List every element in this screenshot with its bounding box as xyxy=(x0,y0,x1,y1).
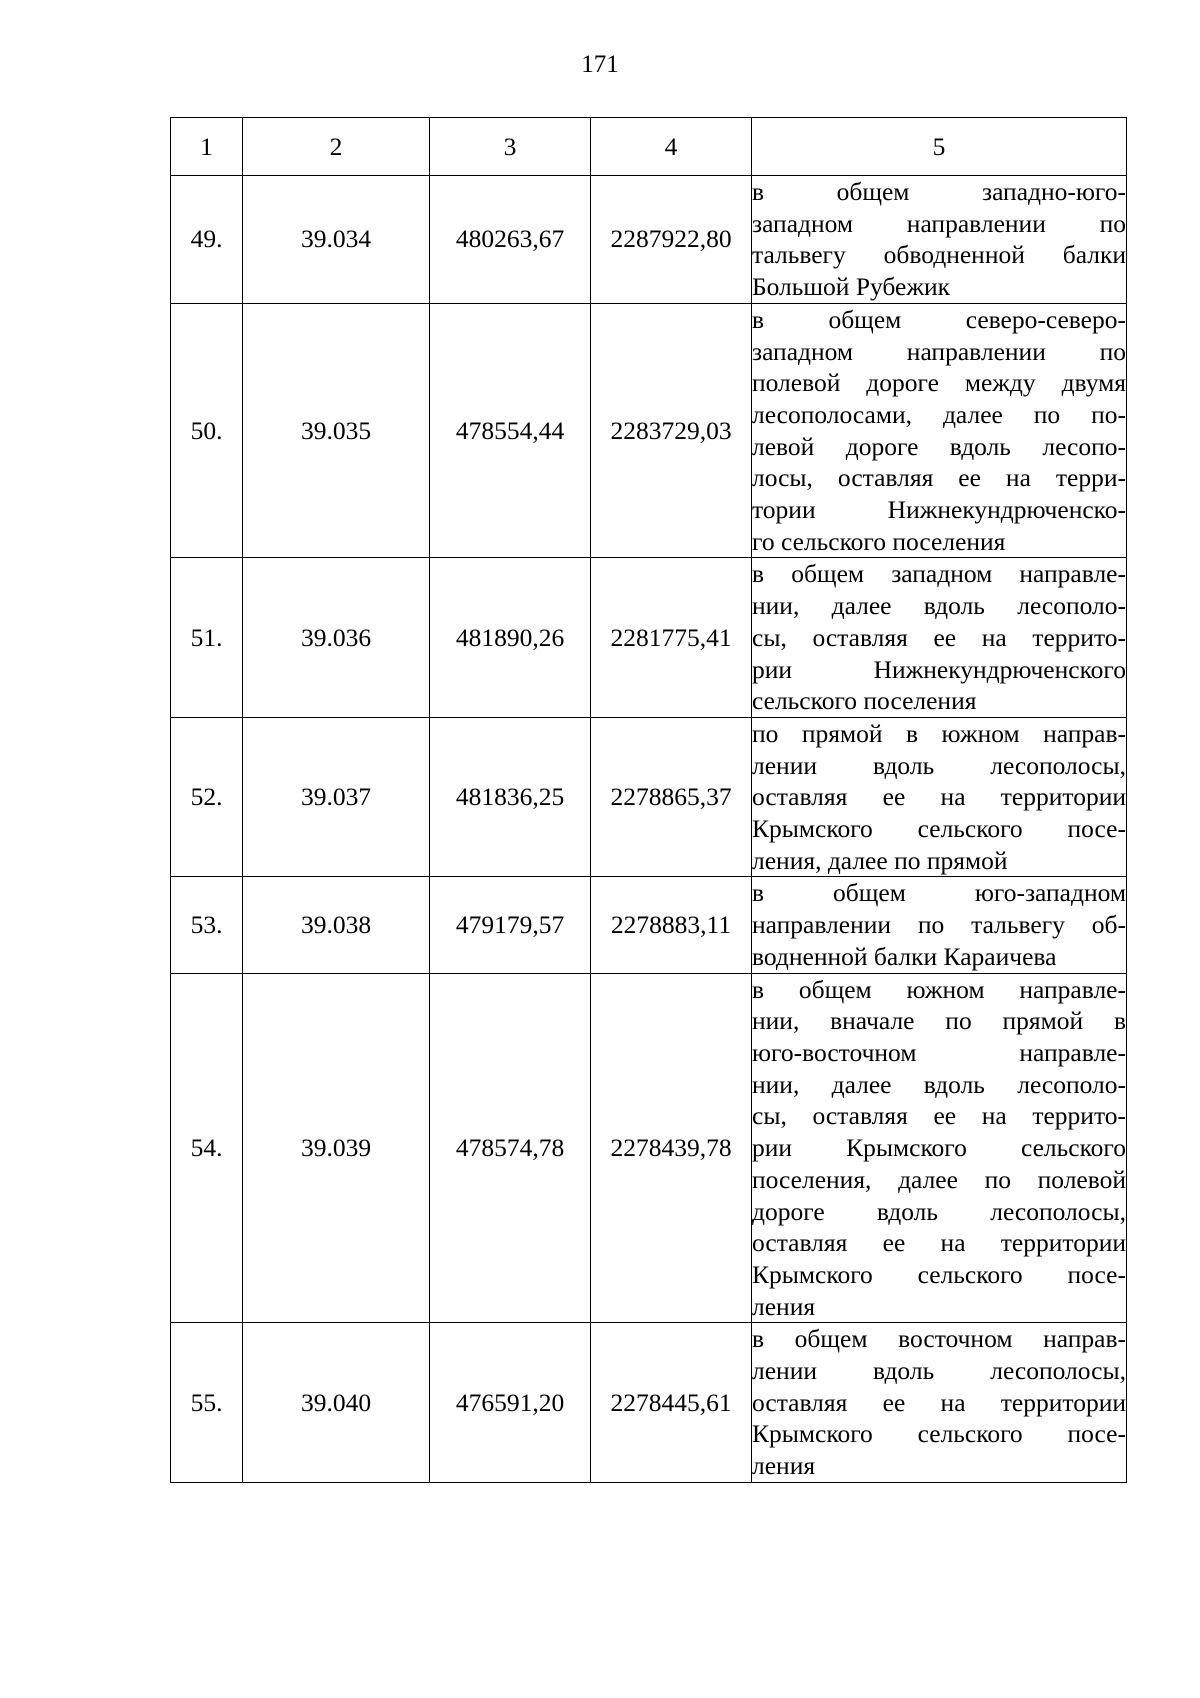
table-row xyxy=(171,717,1127,877)
point-id: 39.034 xyxy=(243,176,430,304)
description-line: рии Крымского сельского xyxy=(752,1133,1126,1163)
description-line: сы, оставляя ее на террито- xyxy=(752,1101,1126,1131)
boundary-description xyxy=(752,176,1127,304)
point-id: 39.036 xyxy=(243,558,430,718)
description-line: тории Нижнекундрюченско- xyxy=(752,495,1126,525)
page-number: 171 xyxy=(581,51,619,78)
column-header-1: 1 xyxy=(171,118,243,176)
point-id: 39.039 xyxy=(243,973,430,1323)
row-number: 52. xyxy=(171,717,243,877)
column-header-4: 4 xyxy=(591,118,752,176)
description-line: ления xyxy=(752,1291,816,1321)
description-line: Крымского сельского посе- xyxy=(752,1259,1126,1289)
description-line: сельского поселения xyxy=(752,686,977,716)
table-row xyxy=(171,973,1127,1323)
description-line: западном направлении по xyxy=(752,336,1126,366)
description-line: оставляя ее на территории xyxy=(752,782,1126,812)
boundary-points-table xyxy=(170,117,1127,1483)
table-row xyxy=(171,176,1127,304)
description-line: в общем западном направле- xyxy=(752,559,1126,589)
table-row xyxy=(171,877,1127,973)
description-line: дороге вдоль лесополосы, xyxy=(752,1196,1126,1226)
column-header-5: 5 xyxy=(752,118,1127,176)
description-line: лосы, оставляя ее на терри- xyxy=(752,463,1126,493)
description-line: западном направлении по xyxy=(752,208,1126,238)
description-line: сы, оставляя ее на террито- xyxy=(752,622,1126,652)
x-coordinate: 481836,25 xyxy=(430,717,591,877)
row-number: 49. xyxy=(171,176,243,304)
row-number: 50. xyxy=(171,303,243,558)
x-coordinate: 479179,57 xyxy=(430,877,591,973)
column-header-3: 3 xyxy=(430,118,591,176)
point-id: 39.038 xyxy=(243,877,430,973)
description-line: тальвегу обводненной балки xyxy=(752,240,1126,270)
description-line: поселения, далее по полевой xyxy=(752,1164,1126,1194)
table-row xyxy=(171,303,1127,558)
x-coordinate: 476591,20 xyxy=(430,1323,591,1483)
point-id: 39.037 xyxy=(243,717,430,877)
description-line: левой дороге вдоль лесопо- xyxy=(752,431,1126,461)
point-id: 39.035 xyxy=(243,303,430,558)
description-line: в общем южном направле- xyxy=(752,974,1126,1004)
description-line: оставляя ее на территории xyxy=(752,1387,1126,1417)
row-number: 55. xyxy=(171,1323,243,1483)
description-line: ления xyxy=(752,1451,816,1481)
boundary-description xyxy=(752,973,1127,1323)
description-line: по прямой в южном направ- xyxy=(752,718,1126,748)
y-coordinate: 2278883,11 xyxy=(591,877,752,973)
description-line: оставляя ее на территории xyxy=(752,1228,1126,1258)
table-header-row xyxy=(171,118,1127,176)
description-line: ления, далее по прямой xyxy=(752,845,1008,875)
description-line: Крымского сельского посе- xyxy=(752,1419,1126,1449)
description-line: направлении по тальвегу об- xyxy=(752,910,1126,940)
x-coordinate: 481890,26 xyxy=(430,558,591,718)
y-coordinate: 2278439,78 xyxy=(591,973,752,1323)
description-line: лесополосами, далее по по- xyxy=(752,399,1126,429)
boundary-description xyxy=(752,558,1127,718)
description-line: нии, вначале по прямой в xyxy=(752,1006,1126,1036)
x-coordinate: 480263,67 xyxy=(430,176,591,304)
description-line: лении вдоль лесополосы, xyxy=(752,750,1126,780)
description-line: полевой дороге между двумя xyxy=(752,368,1126,398)
description-line: нии, далее вдоль лесополо- xyxy=(752,1069,1126,1099)
description-line: в общем северо-северо- xyxy=(752,304,1126,334)
description-line: лении вдоль лесополосы, xyxy=(752,1356,1126,1386)
y-coordinate: 2278865,37 xyxy=(591,717,752,877)
x-coordinate: 478574,78 xyxy=(430,973,591,1323)
boundary-description xyxy=(752,877,1127,973)
boundary-description xyxy=(752,303,1127,558)
boundary-description xyxy=(752,717,1127,877)
y-coordinate: 2283729,03 xyxy=(591,303,752,558)
boundary-description xyxy=(752,1323,1127,1483)
x-coordinate: 478554,44 xyxy=(430,303,591,558)
description-line: рии Нижнекундрюченского xyxy=(752,654,1126,684)
y-coordinate: 2287922,80 xyxy=(591,176,752,304)
point-id: 39.040 xyxy=(243,1323,430,1483)
table-row xyxy=(171,1323,1127,1483)
description-line: го сельского поселения xyxy=(752,526,1006,556)
y-coordinate: 2281775,41 xyxy=(591,558,752,718)
description-line: Большой Рубежик xyxy=(752,272,951,302)
y-coordinate: 2278445,61 xyxy=(591,1323,752,1483)
description-line: юго-восточном направле- xyxy=(752,1037,1126,1067)
table-row xyxy=(171,558,1127,718)
description-line: в общем юго-западном xyxy=(752,878,1126,908)
row-number: 51. xyxy=(171,558,243,718)
description-line: нии, далее вдоль лесополо- xyxy=(752,591,1126,621)
description-line: Крымского сельского посе- xyxy=(752,814,1126,844)
description-line: в общем восточном направ- xyxy=(752,1324,1126,1354)
row-number: 53. xyxy=(171,877,243,973)
description-line: водненной балки Караичева xyxy=(752,941,1057,971)
description-line: в общем западно-юго- xyxy=(752,177,1126,206)
column-header-2: 2 xyxy=(243,118,430,176)
row-number: 54. xyxy=(171,973,243,1323)
